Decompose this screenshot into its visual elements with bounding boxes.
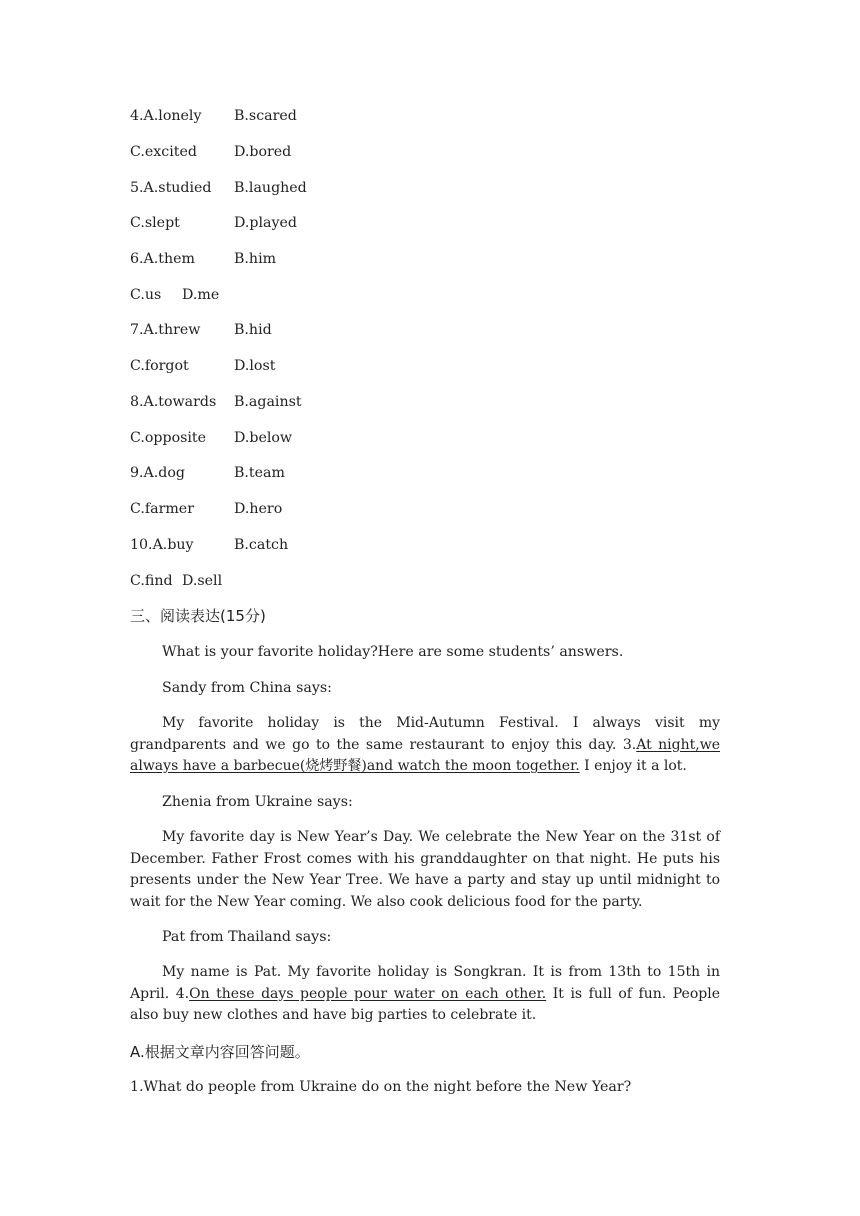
- option-d: D.below: [234, 430, 293, 446]
- option-a: 8.A.towards: [130, 394, 217, 410]
- option-b: B.catch: [234, 537, 289, 553]
- option-a: 4.A.lonely: [130, 108, 202, 124]
- option-a: 5.A.studied: [130, 180, 212, 196]
- speaker-zhenia: Zhenia from Ukraine says:: [162, 794, 353, 810]
- option-a: 6.A.them: [130, 251, 195, 267]
- option-row: [130, 463, 285, 483]
- option-row: [130, 571, 222, 591]
- option-b: B.scared: [234, 108, 297, 124]
- section-title: 三、阅读表达(15分): [130, 607, 266, 625]
- option-row: [130, 249, 276, 269]
- paragraph-pat: [130, 962, 720, 1027]
- option-d: D.lost: [234, 358, 276, 374]
- option-d: D.me: [182, 287, 220, 303]
- option-d: D.played: [234, 215, 297, 231]
- speaker-pat: Pat from Thailand says:: [162, 929, 332, 945]
- option-a: 7.A.threw: [130, 322, 201, 338]
- option-c: C.opposite: [130, 430, 207, 446]
- option-row: [130, 428, 292, 448]
- option-d: D.sell: [182, 573, 223, 589]
- option-c: C.forgot: [130, 358, 189, 374]
- question-1: 1.What do people from Ukraine do on the night before the New Year?: [130, 1079, 632, 1095]
- option-row: [130, 356, 275, 376]
- option-row: [130, 320, 272, 340]
- underlined-sentence: On these days people pour water on each other.: [189, 985, 547, 1002]
- option-c: C.slept: [130, 215, 180, 231]
- option-d: D.bored: [234, 144, 292, 160]
- option-a: 10.A.buy: [130, 537, 194, 553]
- speaker-sandy: Sandy from China says:: [162, 680, 332, 696]
- option-c: C.find: [130, 573, 173, 589]
- option-b: B.laughed: [234, 180, 307, 196]
- intro-line: What is your favorite holiday?Here are some students’ answers.: [162, 644, 624, 660]
- option-row: [130, 285, 219, 305]
- option-b: B.hid: [234, 322, 272, 338]
- part-a-title: A.根据文章内容回答问题。: [130, 1043, 310, 1061]
- option-a: 9.A.dog: [130, 465, 185, 481]
- paragraph-sandy: [130, 713, 720, 778]
- option-row: [130, 499, 282, 519]
- option-b: B.team: [234, 465, 285, 481]
- option-row: [130, 392, 302, 412]
- paragraph-text: It is full of fun. People also buy new clothes and have big parties to celebrate it.: [130, 985, 720, 1023]
- option-row: [130, 535, 288, 555]
- option-row: [130, 106, 297, 126]
- option-row: [130, 213, 297, 233]
- option-b: B.against: [234, 394, 302, 410]
- option-b: B.him: [234, 251, 277, 267]
- option-c: C.excited: [130, 144, 197, 160]
- paragraph-zhenia: My favorite day is New Year’s Day. We celebrate the New Year on the 31st of December. Father Frost comes with his granddaughter on that night. He puts his presents under the New Year Tree. We have a party and stay up until midnight to wait for the New Year coming. We also cook delicious food for the party.: [130, 829, 720, 910]
- option-c: C.farmer: [130, 501, 194, 517]
- option-d: D.hero: [234, 501, 283, 517]
- paragraph-text: My name is Pat. My favorite holiday is Songkran. It is from 13th to 15th in April. 4.: [130, 964, 720, 1002]
- paragraph-text: My favorite holiday is the Mid-Autumn Festival. I always visit my grandparents and we go to the same restaurant to enjoy this day. 3.: [130, 715, 720, 753]
- option-row: [130, 178, 307, 198]
- option-row: [130, 142, 291, 162]
- option-c: C.us: [130, 287, 162, 303]
- underlined-sentence: At night,we always have a barbecue(烧烤野餐)and watch the moon together.: [130, 736, 720, 774]
- paragraph-text: I enjoy it a lot.: [579, 758, 687, 774]
